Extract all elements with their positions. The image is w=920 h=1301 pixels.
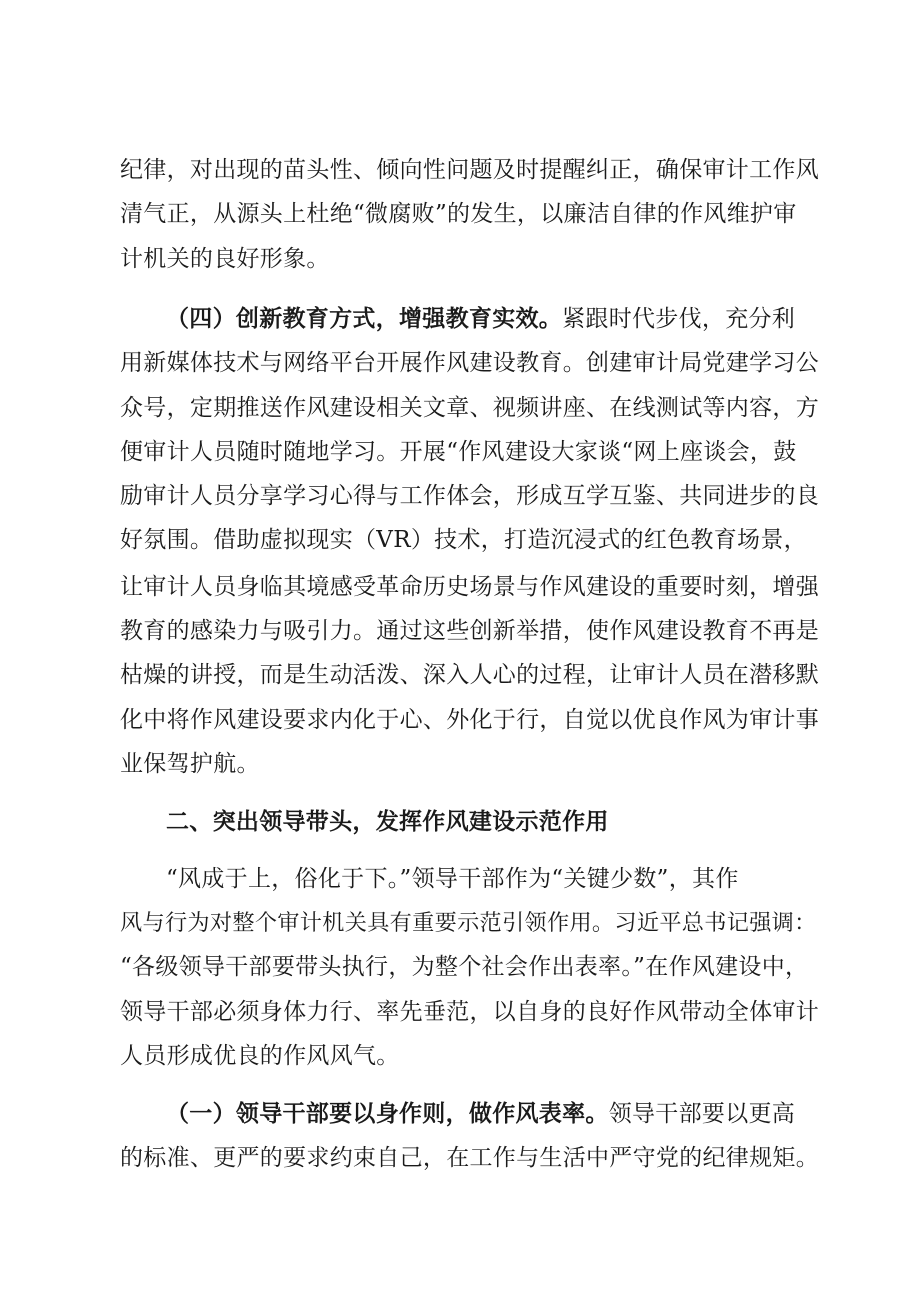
text-segment: 业保驾护航。 (120, 751, 260, 777)
text-segment: “各级领导干部要带头执行，为整个社会作出表率。”在作风建设中， (120, 954, 809, 980)
text-line (120, 996, 820, 1028)
subsection-heading: （四）创新教育方式，增强教育实效。 (166, 305, 563, 332)
subsection-heading-line (166, 1098, 820, 1130)
text-line (120, 436, 820, 468)
text-line (120, 615, 820, 647)
section-heading: 二、突出领导带头，发挥作风建设示范作用 (166, 808, 609, 835)
text-segment: 清气正，从源头上杜绝“微腐败”的发生，以廉洁自律的作风维护审 (120, 201, 797, 227)
text-segment: 励审计人员分享学习心得与工作体会，形成互学互鉴、共同进步的良 (120, 483, 819, 509)
text-segment: 紧跟时代步伐，充分利 (562, 306, 796, 332)
text-line (120, 154, 820, 186)
text-segment: 的标准、更严的要求约束自己，在工作与生活中严守党的纪律规矩。 (120, 1145, 819, 1171)
text-line (120, 524, 820, 556)
text-line (120, 748, 820, 780)
text-segment: 教育的感染力与吸引力。通过这些创新举措，使作风建设教育不再是 (120, 618, 819, 644)
text-segment: 众号，定期推送作风建设相关文章、视频讲座、在线测试等内容，方 (120, 395, 819, 421)
text-line (120, 659, 820, 691)
text-line (120, 1040, 820, 1072)
text-segment: 枯燥的讲授，而是生动活泼、深入人心的过程，让审计人员在潜移默 (120, 662, 819, 688)
text-segment: 好氛围。借助虚拟现实（VR）技术，打造沉浸式的红色教育场景， (120, 527, 807, 553)
text-segment: 领导干部必须身体力行、率先垂范，以自身的良好作风带动全体审计 (120, 999, 819, 1025)
text-line (120, 951, 820, 983)
text-line (120, 392, 820, 424)
text-line (120, 704, 820, 736)
text-segment: 人员形成优良的作风风气。 (120, 1043, 400, 1069)
text-segment: 让审计人员身临其境感受革命历史场景与作风建设的重要时刻，增强 (120, 574, 819, 600)
text-segment: 计机关的良好形象。 (120, 246, 330, 272)
text-segment: 化中将作风建设要求内化于心、外化于行，自觉以优良作风为审计事 (120, 707, 819, 733)
text-line (120, 571, 820, 603)
text-segment: 用新媒体技术与网络平台开展作风建设教育。创建审计局党建学习公 (120, 350, 819, 376)
text-line (120, 480, 820, 512)
subsection-heading: （一）领导干部要以身作则，做作风表率。 (166, 1100, 609, 1127)
text-segment: 纪律，对出现的苗头性、倾向性问题及时提醒纠正，确保审计工作风 (120, 157, 819, 183)
subsection-heading-line (166, 303, 820, 335)
text-segment: 便审计人员随时随地学习。开展“作风建设大家谈“网上座谈会，鼓 (120, 439, 797, 465)
text-line (120, 243, 820, 275)
text-line (166, 863, 820, 895)
text-line (120, 1142, 820, 1174)
text-segment: 风与行为对整个审计机关具有重要示范引领作用。习近平总书记强调： (120, 910, 817, 936)
text-line (120, 198, 820, 230)
text-line (120, 907, 820, 939)
text-segment: “风成于上，俗化于下。”领导干部作为“关键少数”，其作 (166, 866, 739, 892)
section-heading-line (166, 806, 820, 838)
text-line (120, 347, 820, 379)
text-segment: 领导干部要以更高 (608, 1101, 796, 1127)
